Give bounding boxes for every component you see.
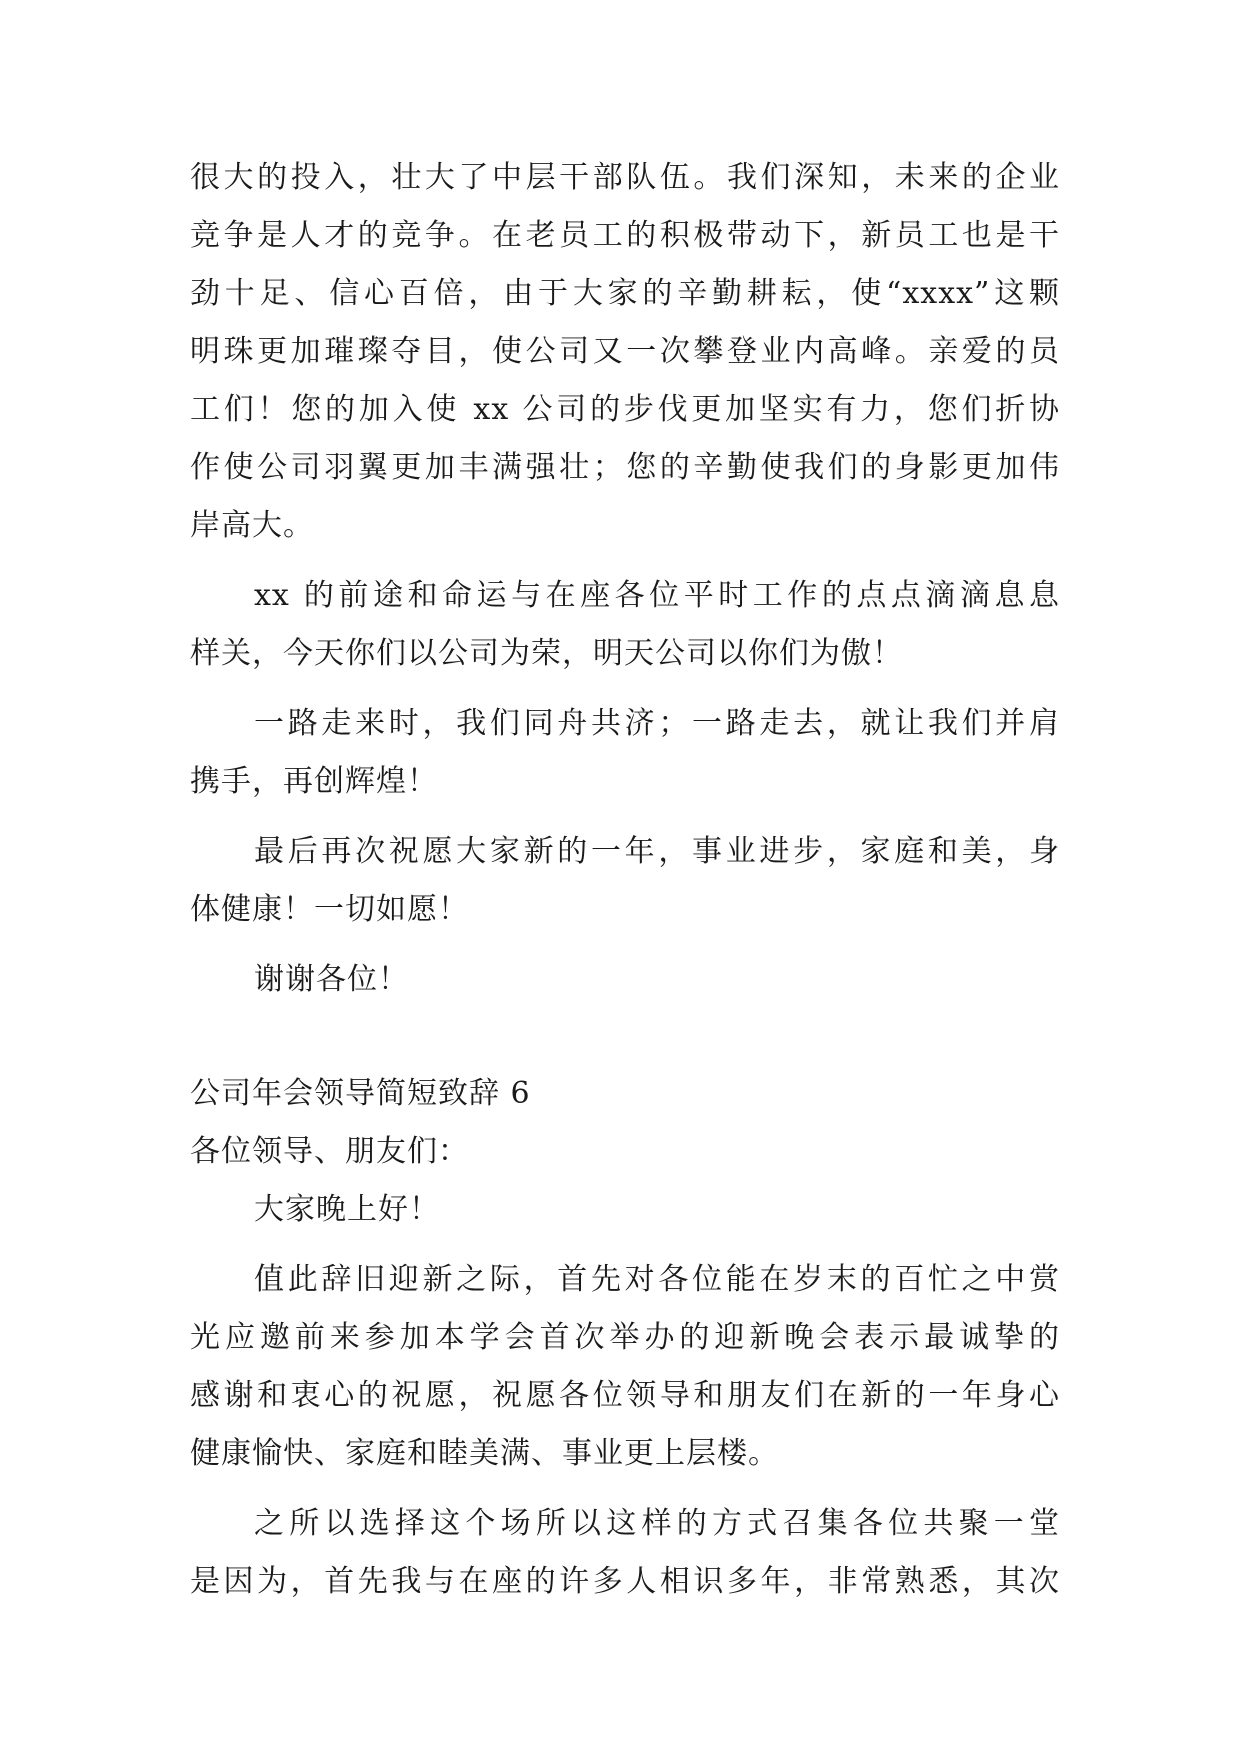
paragraph-5 (190, 951, 1060, 1009)
text-line: 大家晚上好！ (254, 1192, 440, 1227)
section-gap (190, 1021, 1060, 1065)
text-line: 谢谢各位！ (254, 962, 409, 997)
paragraph-1 (190, 149, 1060, 555)
text-line: 最后再次祝愿大家新的一年，事业进步，家庭和美，身 (254, 834, 1060, 869)
section-title: 公司年会领导简短致辞 6 (190, 1076, 531, 1111)
text-line: 健康愉快、家庭和睦美满、事业更上层楼。 (190, 1436, 779, 1471)
text-line: 光应邀前来参加本学会首次举办的迎新晚会表示最诚挚的 (190, 1320, 1060, 1355)
text-line: 之所以选择这个场所以这样的方式召集各位共聚一堂 (254, 1506, 1060, 1541)
paragraph-8 (190, 1495, 1060, 1611)
paragraph-7 (190, 1251, 1060, 1483)
text-line: 样关，今天你们以公司为荣，明天公司以你们为傲！ (190, 636, 903, 671)
text-line: 劲十足、信心百倍，由于大家的辛勤耕耘，使“xxxx”这颗 (190, 276, 1060, 311)
text-line: 竞争是人才的竞争。在老员工的积极带动下，新员工也是干 (190, 218, 1060, 253)
text-line: 很大的投入，壮大了中层干部队伍。我们深知，未来的企业 (190, 160, 1060, 195)
text-line: 感谢和衷心的祝愿，祝愿各位领导和朋友们在新的一年身心 (190, 1378, 1060, 1413)
text-line: 携手，再创辉煌！ (190, 764, 438, 799)
paragraph-3 (190, 695, 1060, 811)
text-line: 是因为，首先我与在座的许多人相识多年，非常熟悉，其次 (190, 1564, 1060, 1599)
text-line: 岸高大。 (190, 508, 314, 543)
text-line: xx 的前途和命运与在座各位平时工作的点点滴滴息息 (254, 578, 1060, 613)
text-line: 值此辞旧迎新之际，首先对各位能在岁末的百忙之中赏 (254, 1262, 1060, 1297)
text-line: 作使公司羽翼更加丰满强壮；您的辛勤使我们的身影更加伟 (190, 450, 1060, 485)
document-body (190, 149, 1060, 1623)
text-line: 工们！您的加入使 xx 公司的步伐更加坚实有力，您们折协 (190, 392, 1060, 427)
paragraph-6 (190, 1181, 1060, 1239)
paragraph-4 (190, 823, 1060, 939)
text-line: 一路走来时，我们同舟共济；一路走去，就让我们并肩 (254, 706, 1060, 741)
text-line: 明珠更加璀璨夺目，使公司又一次攀登业内高峰。亲爱的员 (190, 334, 1060, 369)
text-line: 体健康！一切如愿！ (190, 892, 469, 927)
paragraph-2 (190, 567, 1060, 683)
salutation: 各位领导、朋友们： (190, 1134, 469, 1169)
